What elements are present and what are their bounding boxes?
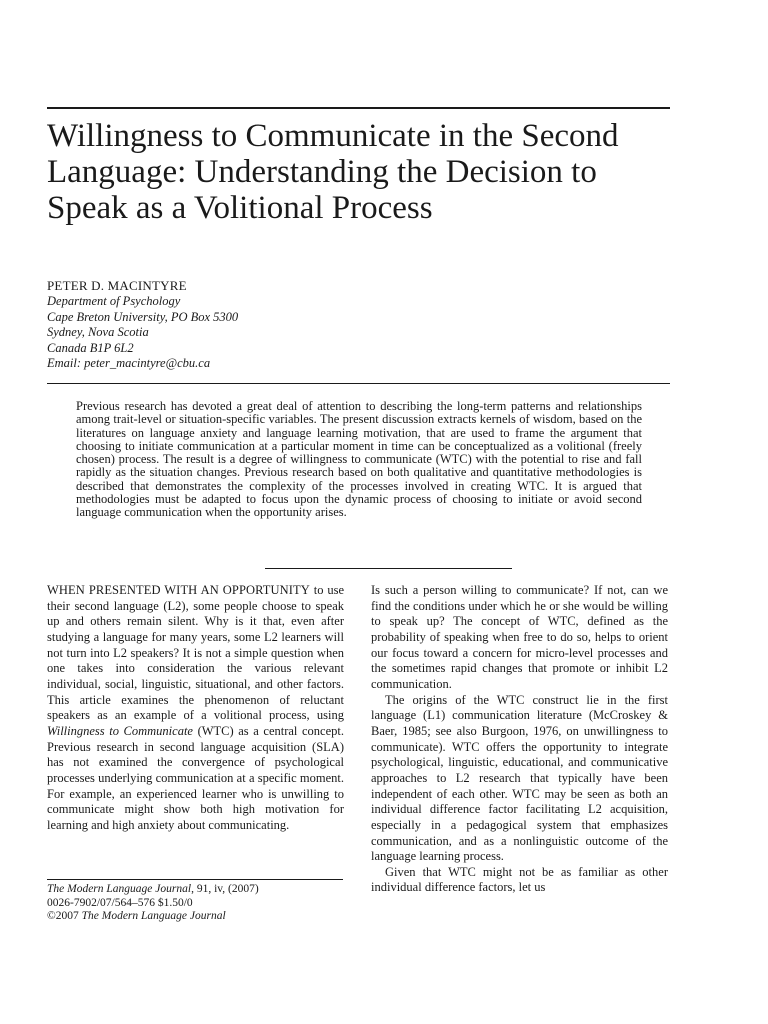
body-paragraph: Given that WTC might not be as familiar as other individual difference factors, let us — [371, 864, 668, 895]
affiliation-line: Department of Psychology — [47, 294, 181, 308]
author-email: Email: peter_macintyre@cbu.ca — [47, 356, 211, 370]
author-affiliation — [47, 294, 238, 372]
affiliation-line: Cape Breton University, PO Box 5300 — [47, 309, 239, 324]
body-paragraph: The origins of the WTC construct lie in the first language (L1) communication literature (McCroskey & Baer, 1985; see also Burgoon, 1976, on unwillingness to communicate). WTC offers the opportunity to integrate psychological, linguistic, educational, and communicative approaches to L2 research that typically have been independent of each other. WTC may be seen as both an individual difference factor facilitating L2 acquisition, especially in a pedagogical system that emphasizes communication, and as a nonlinguistic outcome of the language learning process. — [371, 692, 668, 864]
footnote-copyright: ©2007 The Modern Language Journal — [47, 910, 226, 922]
abstract: Previous research has devoted a great deal of attention to describing the long-term patterns and relationships among trait-level or situation-specific variables. The present discussion extracts kernels of wisdom, based on the literatures on language anxiety and language learning motivation, that are used to frame the argument that choosing to initiate communication at a particular moment in time can be conceptualized as a volitional (freely chosen) process. The result is a degree of willingness to communicate (WTC) with the potential to rise and fall rapidly as the situation changes. Previous research based on both qualitative and quantitative methodologies is described that demonstrates the complexity of the processes involved in creating WTC. It is argued that methodologies must be adapted to focus upon the dynamic process of choosing to initiate or avoid second language communication when the opportunity arises. — [76, 399, 642, 520]
footnote-citation — [47, 883, 344, 897]
affiliation-line: Sydney, Nova Scotia — [47, 325, 149, 339]
affiliation-line: Canada B1P 6L2 — [47, 340, 134, 355]
footnote-divider — [47, 879, 343, 880]
body-column-left — [47, 583, 344, 834]
abstract-divider — [265, 568, 512, 569]
body-paragraph: Is such a person willing to communicate? If not, can we find the conditions under which he or she would be willing to speak up? The concept of WTC, defined as the probability of speaking when free to do so, helps to orient our focus toward a concern for micro-level processes and the sometimes rapid changes that promote or inhibit L2 communication. — [371, 583, 668, 691]
journal-footnote — [47, 883, 344, 924]
footnote-issue: , 91, iv, (2007) — [191, 883, 259, 895]
footnote-code: 0026-7902/07/564–576 $1.50/0 — [47, 896, 193, 909]
body-text: (WTC) as a central concept. Previous research in second language acquisition (SLA) has not examined the convergence of psychological processes underlying communication at a specific moment. For example, an experienced learner who is unwilling to communicate might show both high motivation for learning and high anxiety about communicating. — [47, 723, 344, 832]
body-text: to use their second language (L2), some people choose to speak up and others remain silent. Why is it that, even after studying a language for many years, some L2 learners will not turn into L2 speakers? It is not a simple question when one takes into consideration the various relevant individual, social, linguistic, situational, and other factors. This article examines the phenomenon of reluctant speakers as an example of a volitional process, using — [47, 583, 344, 723]
header-divider — [47, 383, 670, 384]
body-column-right — [371, 583, 668, 896]
top-rule — [47, 107, 670, 109]
opening-caps: WHEN PRESENTED WITH AN OPPORTUNITY — [47, 583, 310, 597]
article-title: Willingness to Communicate in the Second Language: Understanding the Decision to Speak as a Volitional Process — [47, 118, 619, 226]
body-italic-term: Willingness to Communicate — [47, 723, 193, 738]
footnote-journal: The Modern Language Journal — [47, 883, 192, 895]
author-name: PETER D. MACINTYRE — [47, 278, 187, 293]
body-paragraph — [47, 583, 344, 834]
